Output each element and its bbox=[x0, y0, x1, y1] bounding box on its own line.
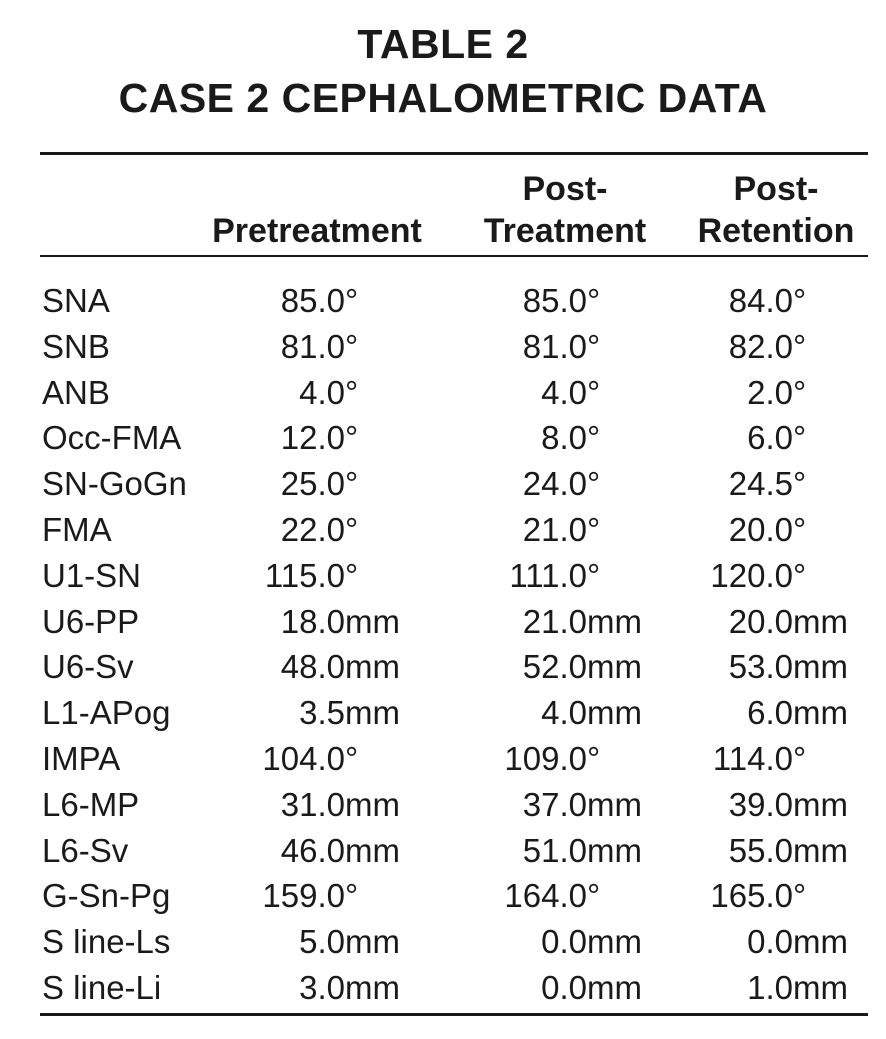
row-label: Occ-FMA bbox=[42, 419, 182, 457]
unit-post-treatment: ° bbox=[587, 282, 601, 319]
unit-pretreatment: mm bbox=[345, 602, 400, 640]
value-post-retention: 120.0 bbox=[710, 556, 793, 594]
unit-pretreatment: mm bbox=[345, 648, 400, 686]
table-row bbox=[0, 461, 886, 507]
unit-pretreatment: mm bbox=[345, 831, 400, 869]
value-post-retention: 20.0 bbox=[728, 510, 793, 548]
unit-post-treatment: ° bbox=[587, 739, 601, 777]
value-post-retention: 39.0 bbox=[728, 785, 793, 823]
value-post-retention: 53.0 bbox=[728, 648, 793, 686]
value-pretreatment: 46.0 bbox=[280, 831, 345, 869]
unit-post-retention: ° bbox=[793, 419, 807, 457]
bottom-rule bbox=[40, 1013, 868, 1016]
row-label: U6-Sv bbox=[42, 648, 134, 686]
row-label: SN-GoGn bbox=[42, 465, 187, 503]
value-post-treatment: 109.0 bbox=[504, 739, 587, 777]
value-post-treatment: 8.0 bbox=[541, 419, 587, 457]
value-pretreatment: 3.5 bbox=[299, 694, 345, 732]
row-label: G-Sn-Pg bbox=[42, 877, 171, 915]
unit-post-retention: ° bbox=[793, 877, 807, 915]
value-post-treatment: 52.0 bbox=[522, 648, 587, 686]
unit-post-retention: mm bbox=[793, 831, 848, 869]
value-post-treatment: 0.0 bbox=[541, 968, 587, 1006]
table-row bbox=[0, 736, 886, 782]
unit-post-treatment: ° bbox=[587, 877, 601, 915]
column-header-post-treatment-line1: Post- bbox=[522, 170, 608, 208]
value-post-retention: 114.0 bbox=[712, 739, 793, 777]
unit-post-retention: mm bbox=[793, 602, 848, 640]
row-label: L6-Sv bbox=[42, 831, 129, 869]
table-row bbox=[0, 690, 886, 736]
column-header-post-treatment-line2: Treatment bbox=[483, 212, 647, 250]
unit-post-retention: ° bbox=[793, 465, 807, 503]
value-post-treatment: 4.0 bbox=[541, 373, 587, 411]
value-post-retention: 0.0 bbox=[747, 923, 793, 961]
value-pretreatment: 18.0 bbox=[280, 602, 345, 640]
unit-post-treatment: mm bbox=[587, 923, 642, 961]
value-pretreatment: 104.0 bbox=[262, 739, 345, 777]
table-row bbox=[0, 278, 886, 324]
unit-pretreatment: mm bbox=[345, 694, 400, 732]
column-header-pretreatment: Pretreatment bbox=[212, 212, 422, 250]
value-pretreatment: 22.0 bbox=[280, 510, 345, 548]
value-post-treatment: 164.0 bbox=[504, 877, 587, 915]
table-body bbox=[0, 278, 886, 1011]
value-post-treatment: 24.0 bbox=[522, 465, 587, 503]
unit-pretreatment: ° bbox=[345, 465, 359, 503]
row-label: FMA bbox=[42, 510, 112, 548]
unit-pretreatment: ° bbox=[345, 282, 359, 319]
table-row bbox=[0, 782, 886, 828]
row-label: SNA bbox=[42, 282, 110, 319]
value-pretreatment: 4.0 bbox=[299, 373, 345, 411]
unit-post-retention: ° bbox=[793, 510, 807, 548]
value-pretreatment: 159.0 bbox=[262, 877, 345, 915]
unit-post-retention: mm bbox=[793, 785, 848, 823]
value-post-treatment: 4.0 bbox=[541, 694, 587, 732]
value-post-retention: 84.0 bbox=[728, 282, 793, 319]
value-post-treatment: 21.0 bbox=[522, 510, 587, 548]
value-post-retention: 82.0 bbox=[728, 327, 793, 365]
value-post-retention: 2.0 bbox=[747, 373, 793, 411]
unit-post-treatment: ° bbox=[587, 465, 601, 503]
row-label: L6-MP bbox=[42, 785, 140, 823]
table-row bbox=[0, 599, 886, 645]
table-title: TABLE 2 bbox=[357, 21, 529, 67]
unit-post-treatment: ° bbox=[587, 373, 601, 411]
unit-pretreatment: ° bbox=[345, 510, 359, 548]
unit-pretreatment: mm bbox=[345, 785, 400, 823]
top-rule bbox=[40, 152, 868, 155]
value-pretreatment: 5.0 bbox=[299, 923, 345, 961]
column-header-post-retention-line1: Post- bbox=[733, 170, 819, 208]
unit-post-retention: ° bbox=[793, 739, 807, 777]
table-row bbox=[0, 828, 886, 874]
unit-post-treatment: mm bbox=[587, 648, 642, 686]
unit-post-retention: mm bbox=[793, 968, 848, 1006]
value-pretreatment: 25.0 bbox=[280, 465, 345, 503]
value-post-treatment: 51.0 bbox=[522, 831, 587, 869]
value-post-retention: 165.0 bbox=[710, 877, 793, 915]
unit-pretreatment: ° bbox=[345, 877, 359, 915]
unit-post-treatment: ° bbox=[587, 419, 601, 457]
value-pretreatment: 48.0 bbox=[280, 648, 345, 686]
unit-pretreatment: mm bbox=[345, 923, 400, 961]
value-post-treatment: 21.0 bbox=[522, 602, 587, 640]
value-post-retention: 20.0 bbox=[728, 602, 793, 640]
unit-pretreatment: ° bbox=[345, 373, 359, 411]
value-post-retention: 55.0 bbox=[728, 831, 793, 869]
value-post-retention: 6.0 bbox=[747, 419, 793, 457]
row-label: ANB bbox=[42, 373, 110, 411]
unit-pretreatment: ° bbox=[345, 556, 359, 594]
unit-post-retention: ° bbox=[793, 373, 807, 411]
table-row bbox=[0, 919, 886, 965]
column-header-post-retention-line2: Retention bbox=[697, 212, 855, 250]
row-label: U1-SN bbox=[42, 556, 142, 594]
table-row bbox=[0, 324, 886, 370]
table-subtitle: CASE 2 CEPHALOMETRIC DATA bbox=[118, 75, 768, 121]
value-pretreatment: 3.0 bbox=[299, 968, 345, 1006]
value-post-retention: 1.0 bbox=[747, 968, 793, 1006]
value-post-treatment: 81.0 bbox=[522, 327, 587, 365]
unit-post-treatment: mm bbox=[587, 785, 642, 823]
value-post-treatment: 85.0 bbox=[522, 282, 587, 319]
unit-pretreatment: mm bbox=[345, 968, 400, 1006]
unit-post-retention: mm bbox=[793, 648, 848, 686]
value-pretreatment: 115.0 bbox=[264, 556, 345, 594]
row-label: L1-APog bbox=[42, 694, 171, 732]
unit-pretreatment: ° bbox=[345, 327, 359, 365]
row-label: S line-Li bbox=[42, 968, 162, 1006]
unit-pretreatment: ° bbox=[345, 419, 359, 457]
table-row bbox=[0, 507, 886, 553]
value-post-treatment: 0.0 bbox=[541, 923, 587, 961]
value-pretreatment: 81.0 bbox=[280, 327, 345, 365]
unit-post-retention: ° bbox=[793, 282, 807, 319]
value-pretreatment: 12.0 bbox=[280, 419, 345, 457]
value-post-treatment: 37.0 bbox=[522, 785, 587, 823]
header-rule bbox=[40, 255, 868, 257]
unit-post-treatment: mm bbox=[587, 968, 642, 1006]
unit-post-treatment: ° bbox=[587, 510, 601, 548]
row-label: SNB bbox=[42, 327, 110, 365]
table-row bbox=[0, 644, 886, 690]
unit-post-treatment: mm bbox=[587, 694, 642, 732]
value-pretreatment: 85.0 bbox=[280, 282, 345, 319]
table-row bbox=[0, 415, 886, 461]
row-label: IMPA bbox=[42, 739, 121, 777]
value-post-retention: 6.0 bbox=[747, 694, 793, 732]
unit-post-treatment: mm bbox=[587, 602, 642, 640]
unit-post-treatment: ° bbox=[587, 556, 601, 594]
value-post-treatment: 111.0 bbox=[509, 556, 587, 594]
table-row bbox=[0, 873, 886, 919]
unit-post-retention: ° bbox=[793, 327, 807, 365]
table-row bbox=[0, 553, 886, 599]
unit-post-retention: mm bbox=[793, 923, 848, 961]
unit-post-treatment: ° bbox=[587, 327, 601, 365]
unit-post-treatment: mm bbox=[587, 831, 642, 869]
table-row bbox=[0, 370, 886, 416]
row-label: S line-Ls bbox=[42, 923, 171, 961]
row-label: U6-PP bbox=[42, 602, 140, 640]
value-pretreatment: 31.0 bbox=[280, 785, 345, 823]
unit-pretreatment: ° bbox=[345, 739, 359, 777]
value-post-retention: 24.5 bbox=[728, 465, 793, 503]
table-row bbox=[0, 965, 886, 1011]
unit-post-retention: ° bbox=[793, 556, 807, 594]
unit-post-retention: mm bbox=[793, 694, 848, 732]
